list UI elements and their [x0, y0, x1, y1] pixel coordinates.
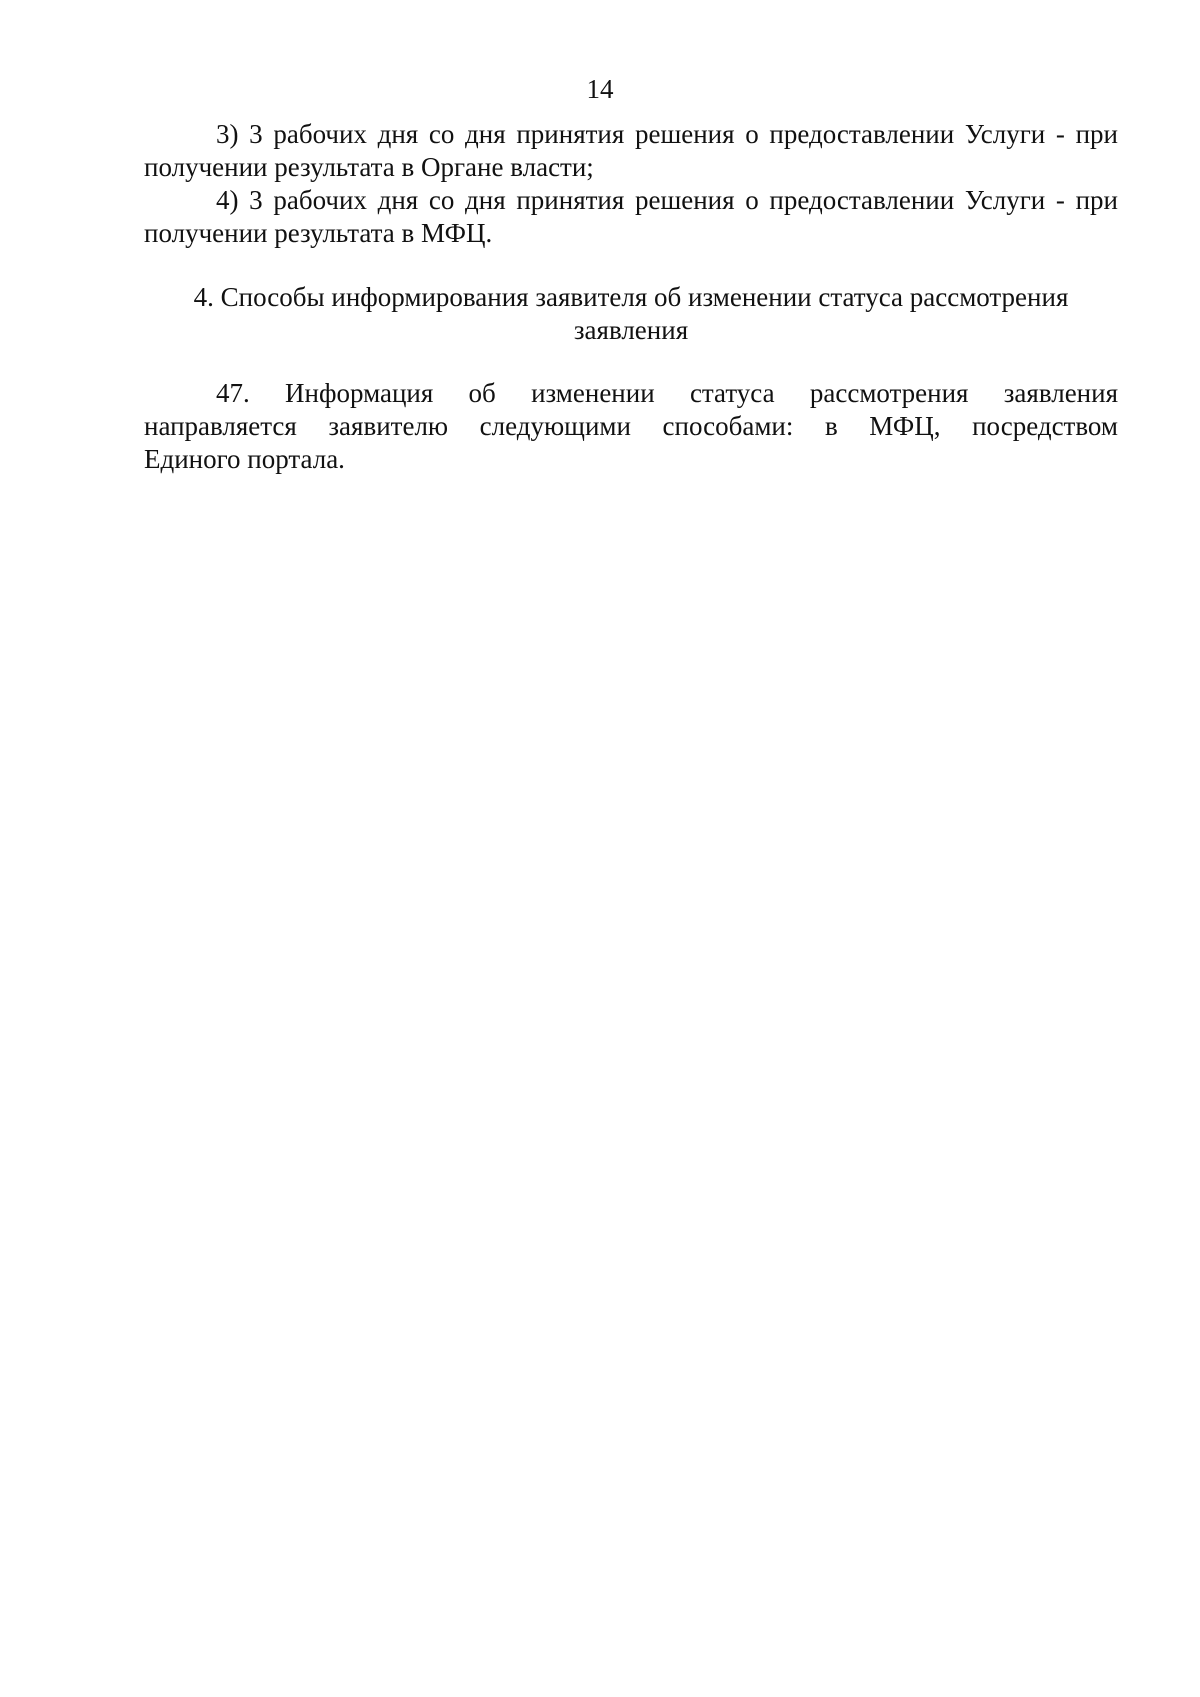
paragraph-47-line-1: 47. Информация об изменении статуса рассмотрения заявления: [216, 378, 1118, 408]
page-number: 14: [586, 74, 614, 104]
list-item-3: 3) 3 рабочих дня со дня принятия решения о предоставлении Услуги - при получении результата в Органе власти;: [144, 119, 1118, 182]
paragraph-47: [144, 377, 1118, 476]
list-item-4: 4) 3 рабочих дня со дня принятия решения о предоставлении Услуги - при получении результата в МФЦ.: [144, 185, 1118, 248]
paragraph-47-line-2: направляется заявителю следующими способами: в МФЦ, посредством: [144, 411, 1118, 441]
paragraph-47-line-3: Единого портала.: [144, 444, 345, 474]
section-heading: 4. Способы информирования заявителя об изменении статуса рассмотрения заявления: [193, 282, 1069, 345]
